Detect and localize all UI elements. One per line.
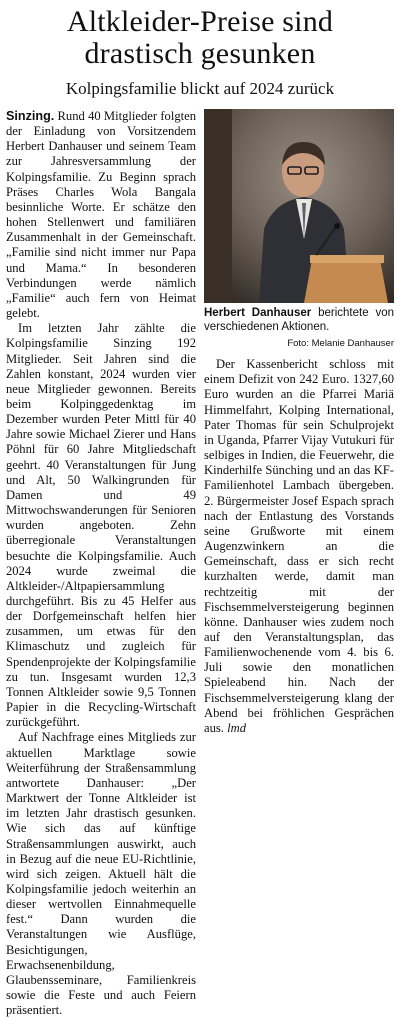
article-columns: [6, 109, 394, 1018]
photo-caption: [204, 306, 394, 334]
paragraph-4: [204, 357, 394, 736]
paragraph-4-text: Der Kassenbericht schloss mit einem Defizit von 242 Euro. 1327,60 Euro wurden an die Pfarrei Mariä Himmelfahrt, Kolping International, Pater Thomas für sein Schulprojekt in Uganda, Pfarrer Vijay Vutukuri für selbiges in Indien, die Feuerwehr, die Kinderhilfe Sünching und an das KF-Familienhotel Lambach übergeben. 2. Bürgermeister Josef Espach sprach nach der Entlastung des Vorstands seine Grußworte mit einem Augenzwinkern an die Gemeinschaft, dass er sich recht kurzhalten werde, damit man rechtzeitig mit der Fischsemmelversteigerung beginnen könne. Danhauser wies zudem noch auf den Veranstaltungsplan, das Familienwochenende vom 4. bis 6. Juli sowie den monatlichen Spieleabend hin. Nach der Fischsemmelversteigerung klang der Abend bei fröhlichen Gesprächen aus.: [204, 357, 394, 735]
caption-text: berichtete von verschiedenen Aktionen.: [204, 307, 394, 333]
paragraph-2: Im letzten Jahr zählte die Kolpingsfamilie Sinzing 192 Mitglieder. Seit Jahren sind die Zahlen konstant, 2024 wurden vier neue Mitglieder gewonnen. Bereits beim Kolpinggedenktag im Dezember wurden Peter Mittl für 40 Jahre sowie Michael Zierer und Hans Pöhnl für 60 Jahre Mitgliedschaft geehrt. 40 Veranstaltungen für Jung und Alt, 50 Walkingrunden für Damen und 49 Mittwochswanderungen für Senioren wurden angeboten. Zehn überregionale Veranstaltungen besuchte die Kolpingsfamilie. Auch 2024 wurde zweimal die Altkleider-/Altpapiersammlung durchgeführt. Bis zu 45 Helfer aus der Dorfgemeinschaft helfen hier zusammen, um etwas für den Klimaschutz und zugleich für Spendenprojekte der Kolpingsfamilie zu tun. Insgesamt wurden 12,3 Tonnen Altkleider sowie 9,5 Tonnen Papier in die Recycling-Wirtschaft zurückgeführt.: [6, 321, 196, 730]
photo-credit: Foto: Melanie Danhauser: [287, 338, 394, 349]
dateline: Sinzing.: [6, 109, 55, 123]
headline: [6, 6, 394, 70]
headline-line-1: Altkleider-Preise sind: [66, 5, 334, 38]
speaker-photo: [204, 109, 394, 303]
headline-line-2: drastisch gesunken: [84, 37, 316, 70]
caption-name: Herbert Danhauser: [204, 307, 312, 319]
column-left: [6, 109, 196, 1018]
subheadline: Kolpingsfamilie blickt auf 2024 zurück: [65, 79, 335, 98]
paragraph-1-text: Rund 40 Mitglieder folgten der Einladung von Vorsitzendem Herbert Danhauser und seinem Team zur Jahresversammlung der Kolpingsfamilie. Zu Beginn sprach Präses Charles Wola Bangala besinnliche Worte. Er schätze den hohen Stellenwert und familiären Zusammenhalt in der Gemeinschaft. „Familie sind nicht immer nur Papa und Mama.“ In besonderen Verbindungen werde nämlich „Familie“ auch fern von Heimat gelebt.: [6, 109, 196, 321]
column-right: [204, 109, 394, 1018]
paragraph-3: Auf Nachfrage eines Mitglieds zur aktuellen Marktlage sowie Weiterführung der Straßensammlung antwortete Danhauser: „Der Marktwert der Tonne Altkleider ist im letzten Jahr drastisch gesunken. Wie sich das auf künftige Straßensammlungen auswirkt, auch in Bezug auf die neue EU-Richtlinie, wird sich zeigen. Aktuell hält die Kolpingsfamilie jedoch weiterhin an dieser wertvollen Einnahmequelle fest.“ Dann wurden die Veranstaltungen wie Ausflüge, Besichtigungen, Erwachsenenbildung, Glaubensseminare, Familienkreis sowie die Feste und auch Feiern präsentiert.: [6, 730, 196, 1018]
photo-block: [204, 109, 394, 351]
author-signature: lmd: [227, 720, 246, 735]
paragraph-1: [6, 109, 196, 321]
